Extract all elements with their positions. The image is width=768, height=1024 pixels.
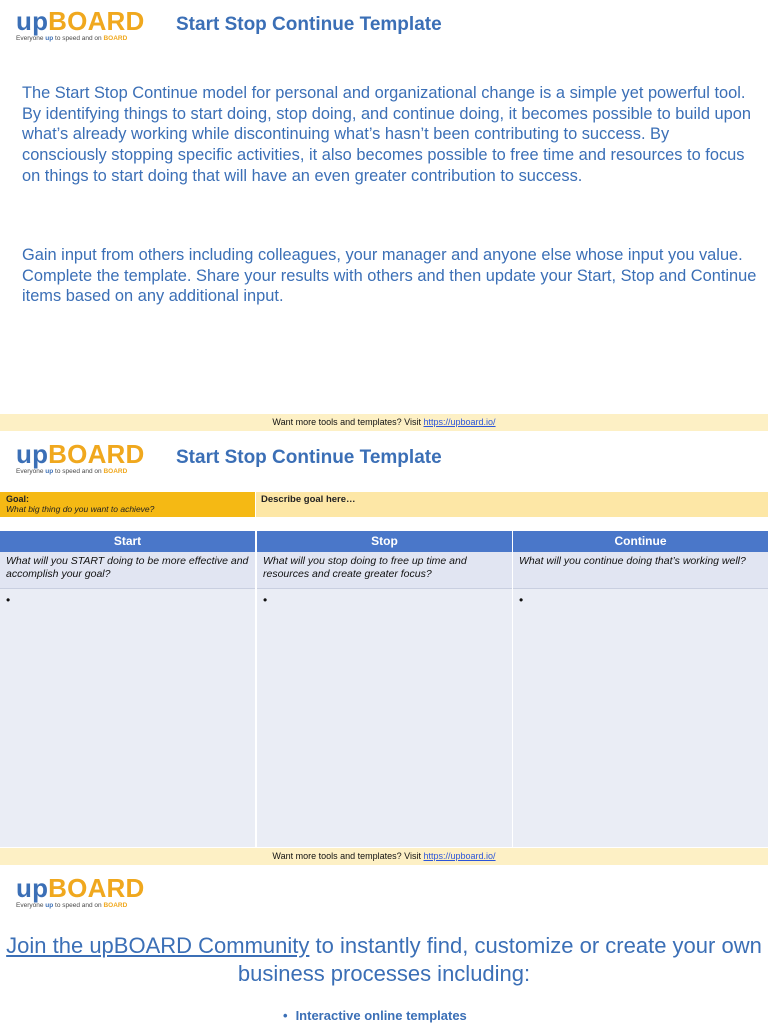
footer-text: Want more tools and templates? Visit bbox=[272, 851, 424, 861]
logo-tagline: Everyone up to speed and on BOARD bbox=[16, 468, 128, 475]
start-input-area[interactable] bbox=[0, 589, 255, 847]
stop-column bbox=[257, 531, 512, 848]
stop-bullet: • bbox=[263, 593, 268, 607]
start-bullet: • bbox=[6, 593, 11, 607]
start-header: Start bbox=[0, 531, 255, 552]
logo-up: up bbox=[16, 6, 49, 36]
goal-field[interactable] bbox=[256, 492, 768, 517]
list-item bbox=[283, 1008, 467, 1023]
instructions-paragraph: Gain input from others including colleagues, your manager and anyone else whose input you value. Complete the template. Share your results with others and then update your Start, Stop and Continue items based on any additional input. bbox=[22, 246, 757, 306]
footer-banner bbox=[0, 848, 768, 865]
template-title: Start Stop Continue Template bbox=[176, 447, 442, 468]
start-column bbox=[0, 531, 255, 848]
footer-link[interactable]: https://upboard.io/ bbox=[423, 417, 496, 427]
join-community-rest: to instantly find, customize or create your own business processes including: bbox=[237, 933, 762, 986]
start-question: What will you START doing to be more effective and accomplish your goal? bbox=[0, 552, 255, 589]
bullet-mark: • bbox=[283, 1008, 288, 1023]
intro-paragraph: The Start Stop Continue model for personal and organizational change is a simple yet powerful tool. By identifying things to start doing, stop doing, and continue doing, it becomes possible to build upon what’s already working while discontinuing what’s hasn’t been contributing to success. By consciously stopping specific activities, it also becomes possible to free time and resources to focus on things to start doing that will have an even greater contribution to success. bbox=[22, 84, 751, 185]
goal-label: Goal: bbox=[6, 494, 30, 504]
continue-input-area[interactable] bbox=[513, 589, 768, 847]
upboard-logo bbox=[16, 8, 145, 43]
footer-banner bbox=[0, 414, 768, 431]
continue-header: Continue bbox=[513, 531, 768, 552]
logo-tagline: Everyone up to speed and on BOARD bbox=[16, 35, 128, 42]
continue-question: What will you continue doing that’s working well? bbox=[513, 552, 768, 589]
join-community-text bbox=[0, 932, 768, 988]
stop-input-area[interactable] bbox=[257, 589, 512, 847]
stop-question: What will you stop doing to free up time and resources and create greater focus? bbox=[257, 552, 512, 589]
goal-label-cell bbox=[0, 492, 255, 517]
goal-value[interactable]: Describe goal here… bbox=[261, 494, 356, 505]
footer-text: Want more tools and templates? Visit bbox=[272, 417, 424, 427]
upboard-logo: upBOARD Everyone up to speed and on BOARD bbox=[16, 439, 145, 475]
stop-header: Stop bbox=[257, 531, 512, 552]
continue-bullet: • bbox=[519, 593, 524, 607]
list-item-label: Interactive online templates bbox=[295, 1008, 467, 1023]
join-community-link[interactable]: Join the upBOARD Community bbox=[6, 933, 310, 958]
logo-board: BOARD bbox=[48, 6, 145, 36]
upboard-logo: upBOARD Everyone up to speed and on BOARD bbox=[16, 873, 145, 909]
logo-tagline: Everyone up to speed and on BOARD bbox=[16, 902, 128, 909]
footer-link[interactable]: https://upboard.io/ bbox=[423, 851, 496, 861]
page-title: Start Stop Continue Template bbox=[176, 14, 442, 35]
continue-column bbox=[513, 531, 768, 848]
goal-question: What big thing do you want to achieve? bbox=[6, 504, 155, 514]
